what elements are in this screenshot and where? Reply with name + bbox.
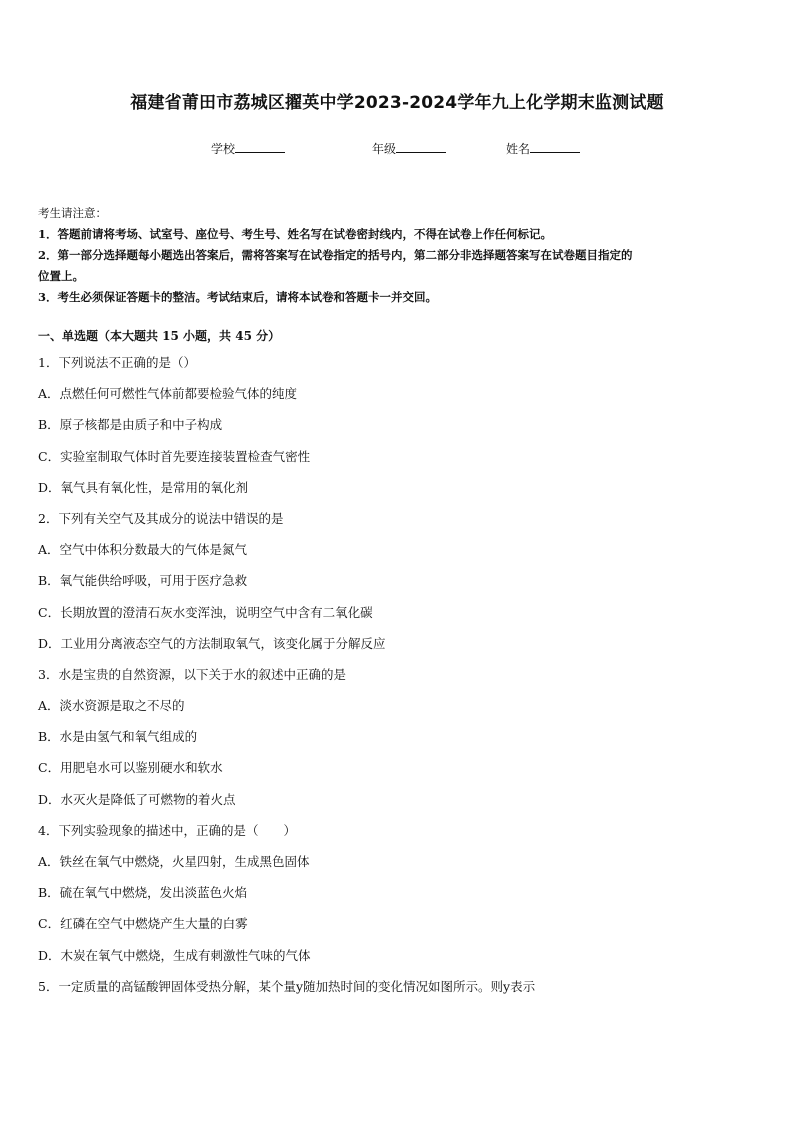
grade-field [372, 140, 446, 157]
notice-item: 2．第一部分选择题每小题选出答案后，需将答案写在试卷指定的括号内，第二部分非选择题答案写在试卷题目指定的 [38, 248, 633, 262]
school-blank[interactable] [235, 140, 285, 153]
question-1 [38, 347, 760, 503]
option-c: C．长期放置的澄清石灰水变浑浊，说明空气中含有二氧化碳 [38, 604, 373, 620]
question-list [38, 325, 760, 1002]
option-c: C．实验室制取气体时首先要连接装置检查气密性 [38, 448, 311, 464]
option-b: B．原子核都是由质子和中子构成 [38, 417, 223, 433]
notice-item: 位置上。 [38, 269, 84, 283]
option-a: A．铁丝在氧气中燃烧，火星四射，生成黑色固体 [38, 854, 310, 869]
option-d: D．工业用分离液态空气的方法制取氧气，该变化属于分解反应 [38, 635, 386, 651]
question-stem: 4．下列实验现象的描述中，正确的是（ ） [38, 822, 296, 838]
option-b: B．水是由氢气和氧气组成的 [38, 729, 198, 745]
section-title: 一、单选题（本大题共 15 小题，共 45 分） [38, 329, 281, 343]
school-field [211, 140, 285, 157]
notice-item: 1．答题前请将考场、试室号、座位号、考生号、姓名写在试卷密封线内，不得在试卷上作任何标记。 [38, 227, 552, 241]
notice-item: 3．考生必须保证答题卡的整洁。考试结束后，请将本试卷和答题卡一并交回。 [38, 290, 437, 304]
question-stem: 5．一定质量的高锰酸钾固体受热分解，某个量y随加热时间的变化情况如图所示。则y表示 [38, 978, 536, 994]
question-2 [38, 503, 760, 659]
option-c: C．红磷在空气中燃烧产生大量的白雾 [38, 916, 248, 932]
question-3 [38, 659, 760, 815]
name-field [506, 140, 580, 157]
question-stem: 1．下列说法不正确的是（） [38, 355, 196, 370]
question-stem: 3．水是宝贵的自然资源，以下关于水的叙述中正确的是 [38, 666, 346, 682]
option-a: A．空气中体积分数最大的气体是氮气 [38, 542, 248, 558]
option-a: A．点燃任何可燃性气体前都要检验气体的纯度 [38, 386, 298, 402]
question-4 [38, 815, 760, 971]
question-5 [38, 971, 760, 1002]
option-c: C．用肥皂水可以鉴别硬水和软水 [38, 760, 223, 776]
page-title: 福建省莆田市荔城区擢英中学2023-2024学年九上化学期末监测试题 [130, 93, 664, 113]
name-label: 姓名 [506, 142, 531, 156]
option-b: B．氧气能供给呼吸，可用于医疗急救 [38, 573, 248, 589]
exam-notice [38, 203, 760, 308]
option-a: A．淡水资源是取之不尽的 [38, 698, 185, 714]
question-stem: 2．下列有关空气及其成分的说法中错误的是 [38, 510, 284, 526]
notice-heading: 考生请注意： [38, 206, 107, 220]
option-d: D．水灭火是降低了可燃物的着火点 [38, 791, 236, 807]
student-info-row [0, 140, 794, 160]
option-d: D．氧气具有氧化性，是常用的氧化剂 [38, 479, 249, 495]
option-d: D．木炭在氧气中燃烧，生成有刺激性气味的气体 [38, 947, 311, 963]
grade-blank[interactable] [396, 140, 446, 153]
grade-label: 年级 [372, 142, 397, 156]
option-b: B．硫在氧气中燃烧，发出淡蓝色火焰 [38, 885, 248, 901]
school-label: 学校 [211, 142, 236, 156]
name-blank[interactable] [530, 140, 580, 153]
